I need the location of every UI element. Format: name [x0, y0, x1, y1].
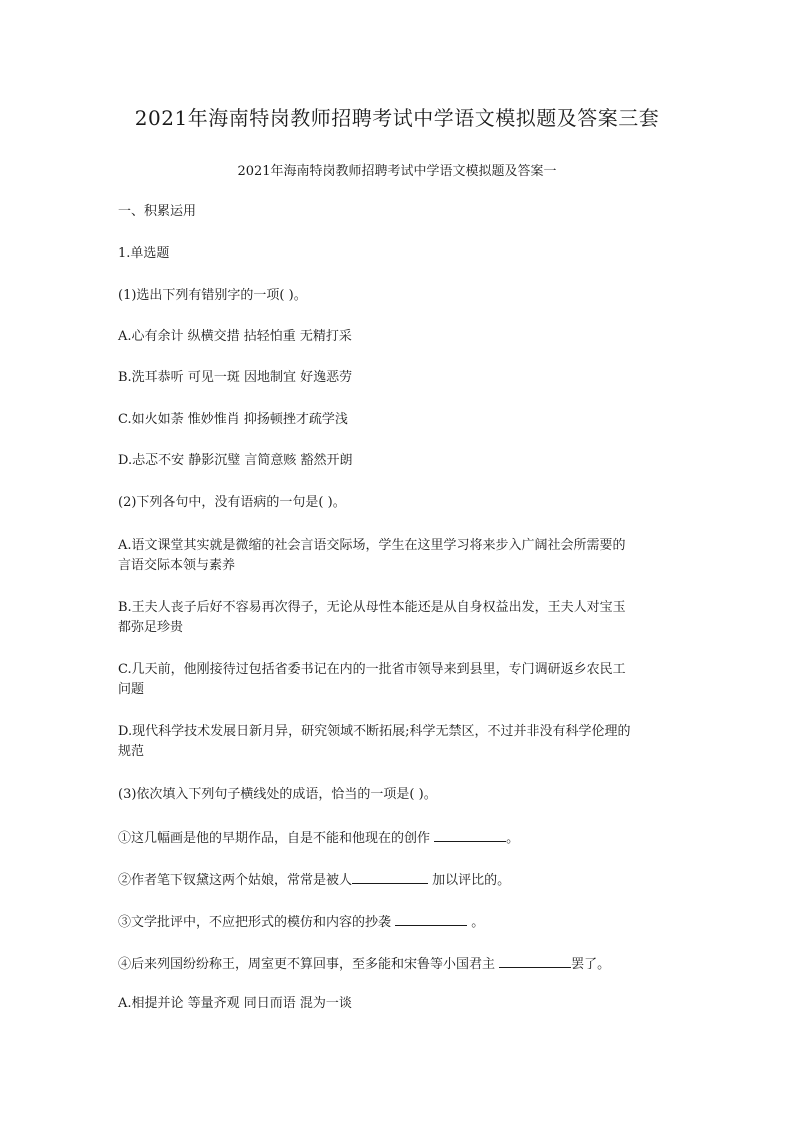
- question-3-sentence-4: [118, 953, 678, 975]
- question-2-option-a-line2: 言语交际本领与素养: [118, 558, 236, 573]
- sentence-3-end: 。: [467, 915, 485, 930]
- section-heading: 一、积累运用: [118, 204, 197, 219]
- sentence-4-text: ④后来列国纷纷称王，周室更不算回事，至多能和宋鲁等小国君主: [118, 957, 500, 972]
- question-1-option-c: C.如火如荼 惟妙惟肖 抑扬顿挫才疏学浅: [118, 412, 348, 427]
- question-1-stem: (1)选出下列有错别字的一项( )。: [118, 288, 307, 303]
- question-type: 1.单选题: [118, 246, 170, 261]
- question-2-option-b-line2: 都弥足珍贵: [118, 620, 184, 635]
- sentence-2-blank: [352, 869, 428, 884]
- question-2-option-d-line1: D.现代科学技术发展日新月异，研究领域不断拓展;科学无禁区，不过并非没有科学伦理的: [118, 724, 631, 739]
- sentence-1-blank: [434, 827, 506, 842]
- question-2-option-c-line2: 问题: [118, 682, 145, 697]
- question-1-option-a: A.心有余计 纵横交措 拈轻怕重 无精打采: [118, 329, 352, 344]
- question-2-option-d-line2: 规范: [118, 744, 145, 759]
- question-1-option-b: B.洗耳恭听 可见一斑 因地制宜 好逸恶劳: [118, 370, 353, 385]
- question-3-option-a: A.相提并论 等量齐观 同日而语 混为一谈: [118, 996, 352, 1011]
- question-2-stem: (2)下列各句中，没有语病的一句是( )。: [118, 495, 346, 510]
- question-1-option-d: D.忐忑不安 静影沉璧 言简意赅 豁然开朗: [118, 453, 353, 468]
- question-2-option-b-line1: B.王夫人丧子后好不容易再次得子，无论从母性本能还是从自身权益出发，王夫人对宝玉: [118, 600, 626, 615]
- sentence-3-blank: [395, 911, 467, 926]
- document-subtitle: 2021年海南特岗教师招聘考试中学语文模拟题及答案一: [237, 164, 557, 179]
- document-title: 2021年海南特岗教师招聘考试中学语文模拟题及答案三套: [134, 106, 660, 130]
- sentence-2-end: 加以评比的。: [428, 873, 511, 888]
- sentence-1-text: ①这几幅画是他的早期作品，自是不能和他现在的创作: [118, 831, 435, 846]
- sentence-2-text: ②作者笔下钗黛这两个姑娘，常常是被人: [118, 873, 353, 888]
- sentence-4-end: 罢了。: [571, 957, 611, 972]
- question-3-stem: (3)依次填入下列句子横线处的成语，恰当的一项是( )。: [118, 787, 437, 802]
- question-3-sentence-1: [118, 827, 678, 849]
- question-2-option-c-line1: C.几天前，他刚接待过包括省委书记在内的一批省市领导来到县里，专门调研返乡农民工: [118, 662, 626, 677]
- question-2-option-a-line1: A.语文课堂其实就是微缩的社会言语交际场，学生在这里学习将来步入广阔社会所需要的: [118, 538, 626, 553]
- question-3-sentence-3: [118, 911, 678, 933]
- question-3-sentence-2: [118, 869, 678, 891]
- sentence-1-end: 。: [506, 831, 520, 846]
- sentence-4-blank: [499, 953, 571, 968]
- sentence-3-text: ③文学批评中，不应把形式的模仿和内容的抄袭: [118, 915, 396, 930]
